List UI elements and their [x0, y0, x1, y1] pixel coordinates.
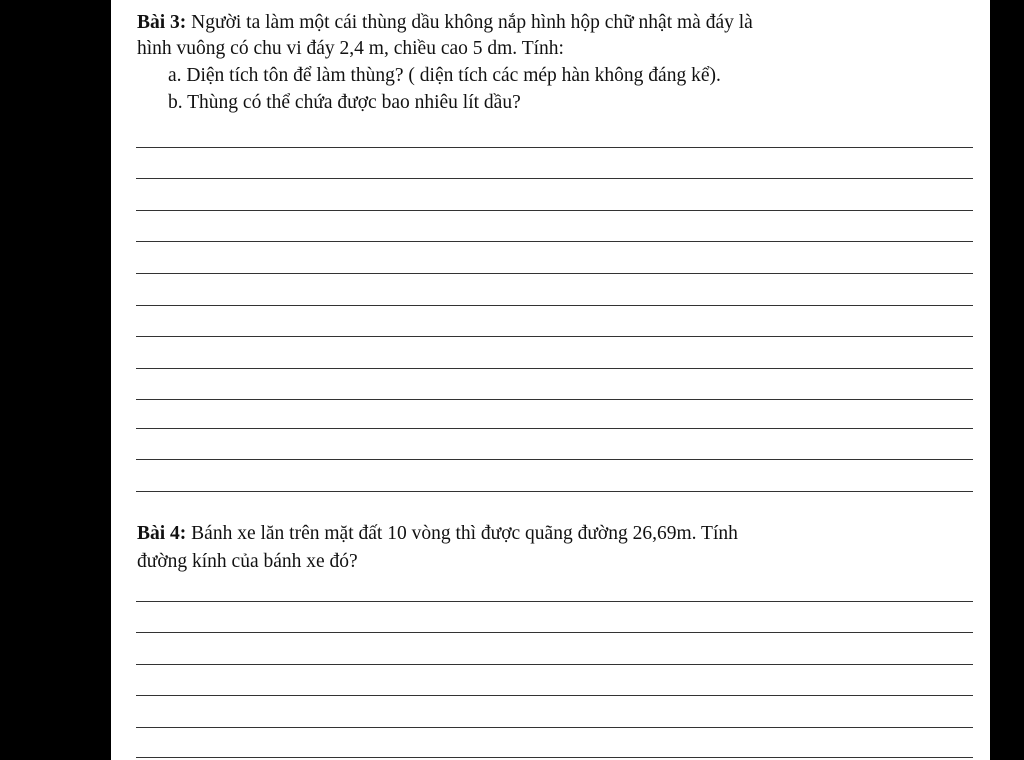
bai3-label: Bài 3:: [137, 12, 187, 33]
answer-line: [136, 210, 973, 211]
answer-line: [136, 601, 973, 602]
answer-line: [136, 491, 973, 492]
answer-line: [136, 178, 973, 179]
bai3-line1: [137, 13, 753, 33]
answer-line: [136, 459, 973, 460]
answer-line: [136, 757, 973, 758]
answer-line: [136, 664, 973, 665]
answer-line: [136, 368, 973, 369]
bai3-item-a: a. Diện tích tôn để làm thùng? ( diện tích các mép hàn không đáng kể).: [168, 65, 721, 86]
answer-line: [136, 632, 973, 633]
worksheet-page: [111, 0, 990, 760]
answer-line: [136, 399, 973, 400]
answer-line: [136, 428, 973, 429]
answer-line: [136, 305, 973, 306]
answer-line: [136, 727, 973, 728]
answer-line: [136, 241, 973, 242]
bai4-text-1: Bánh xe lăn trên mặt đất 10 vòng thì được quãng đường 26,69m. Tính: [186, 523, 738, 544]
answer-line: [136, 273, 973, 274]
bai3-text-1: Người ta làm một cái thùng dầu không nắp hình hộp chữ nhật mà đáy là: [186, 12, 753, 33]
answer-line: [136, 336, 973, 337]
bai4-label: Bài 4:: [137, 523, 187, 544]
bai3-item-b: b. Thùng có thể chứa được bao nhiêu lít dầu?: [168, 92, 521, 113]
answer-line: [136, 695, 973, 696]
bai4-line2: đường kính của bánh xe đó?: [137, 551, 358, 572]
bai4-line1: [137, 524, 738, 544]
answer-line: [136, 147, 973, 148]
bai3-line2: hình vuông có chu vi đáy 2,4 m, chiều cao 5 dm. Tính:: [137, 38, 564, 59]
